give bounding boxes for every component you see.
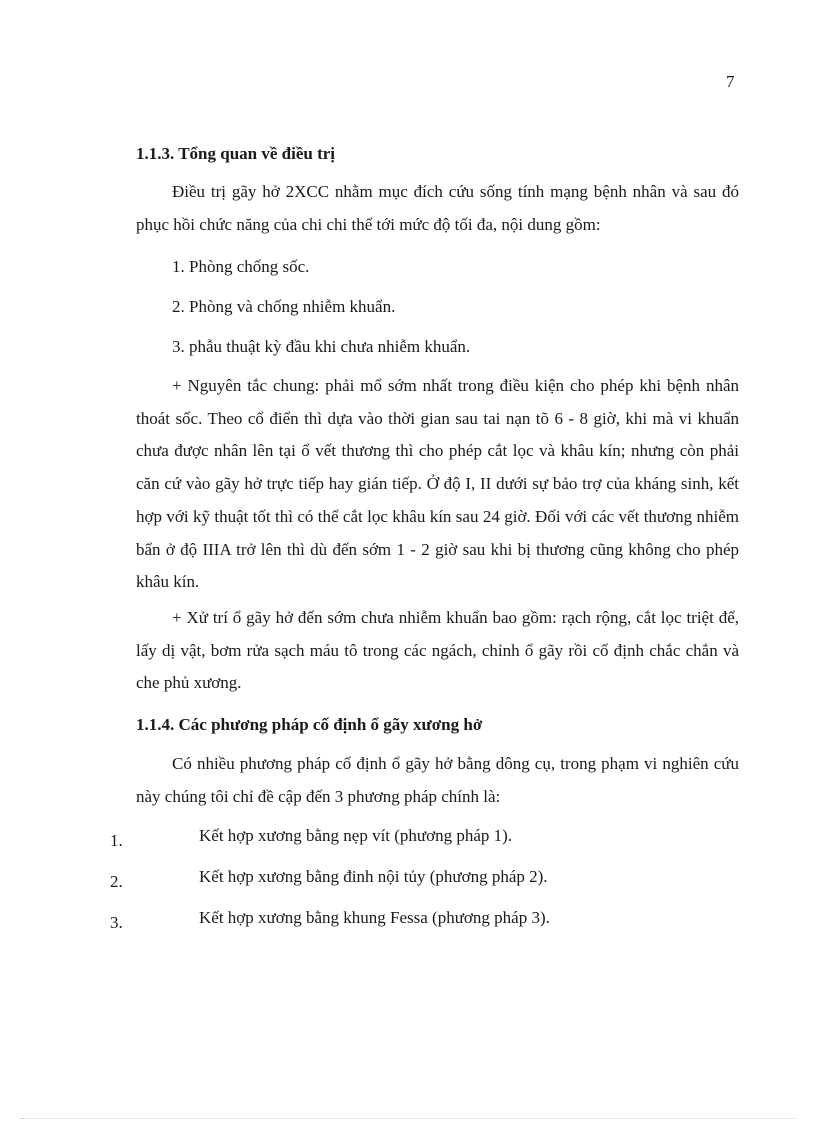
list-item: 1. Phòng chống sốc. bbox=[172, 257, 310, 276]
method-item: Kết hợp xương bằng khung Fessa (phương pháp 3). bbox=[199, 908, 550, 927]
section-heading-1-1-4: 1.1.4. Các phương pháp cố định ổ gãy xương hở bbox=[136, 715, 483, 734]
section-heading-1-1-3: 1.1.3. Tổng quan về điều trị bbox=[136, 144, 336, 163]
section-1-intro: Điều trị gãy hở 2XCC nhằm mục đích cứu sống tính mạng bệnh nhân và sau đó phục hồi chức năng của chi chi thể tới mức độ tối đa, nội dung gồm: bbox=[136, 182, 739, 234]
list-item: 3. phẫu thuật kỳ đầu khi chưa nhiễm khuẩn. bbox=[172, 337, 471, 356]
method-item: Kết hợp xương bằng đinh nội tủy (phương pháp 2). bbox=[199, 867, 548, 886]
list-item: 2. Phòng và chống nhiễm khuẩn. bbox=[172, 297, 396, 316]
footer-divider bbox=[20, 1118, 796, 1119]
principle-paragraph: + Nguyên tắc chung: phải mổ sớm nhất trong điều kiện cho phép khi bệnh nhân thoát sốc. Theo cổ điển thì dựa vào thời gian sau tai nạn tõ 6 - 8 giờ, khi mà vi khuẩn chưa được nhân lên tại ổ vết thương thì cho phép cắt lọc và khâu kín; nhưng còn phải căn cứ vào gãy hở trực tiếp hay gián tiếp. Ở độ I, II dưới sự bảo trợ của kháng sinh, kết hợp với kỹ thuật tốt thì có thể cắt lọc khâu kín sau 24 giờ. Đối với các vết thương nhiễm bẩn ở độ IIIA trở lên thì dù đến sớm 1 - 2 giờ sau khi bị thương cũng không cho phép khâu kín. bbox=[136, 376, 739, 592]
method-number: 2. bbox=[110, 872, 123, 891]
method-number: 3. bbox=[110, 913, 123, 932]
method-item: Kết hợp xương bằng nẹp vít (phương pháp 1). bbox=[199, 826, 513, 845]
treatment-paragraph: + Xử trí ổ gãy hở đến sớm chưa nhiễm khuẩn bao gồm: rạch rộng, cắt lọc triệt để, lấy dị vật, bơm rửa sạch máu tô trong các ngách, chỉnh ổ gãy rồi cố định chắc chắn và che phủ xương. bbox=[136, 608, 739, 693]
section-2-intro: Có nhiều phương pháp cố định ổ gãy hở bằng dông cụ, trong phạm vi nghiên cứu này chúng tôi chỉ đề cập đến 3 phương pháp chính là: bbox=[136, 754, 739, 806]
page-number: 7 bbox=[726, 72, 735, 91]
method-number: 1. bbox=[110, 831, 123, 850]
